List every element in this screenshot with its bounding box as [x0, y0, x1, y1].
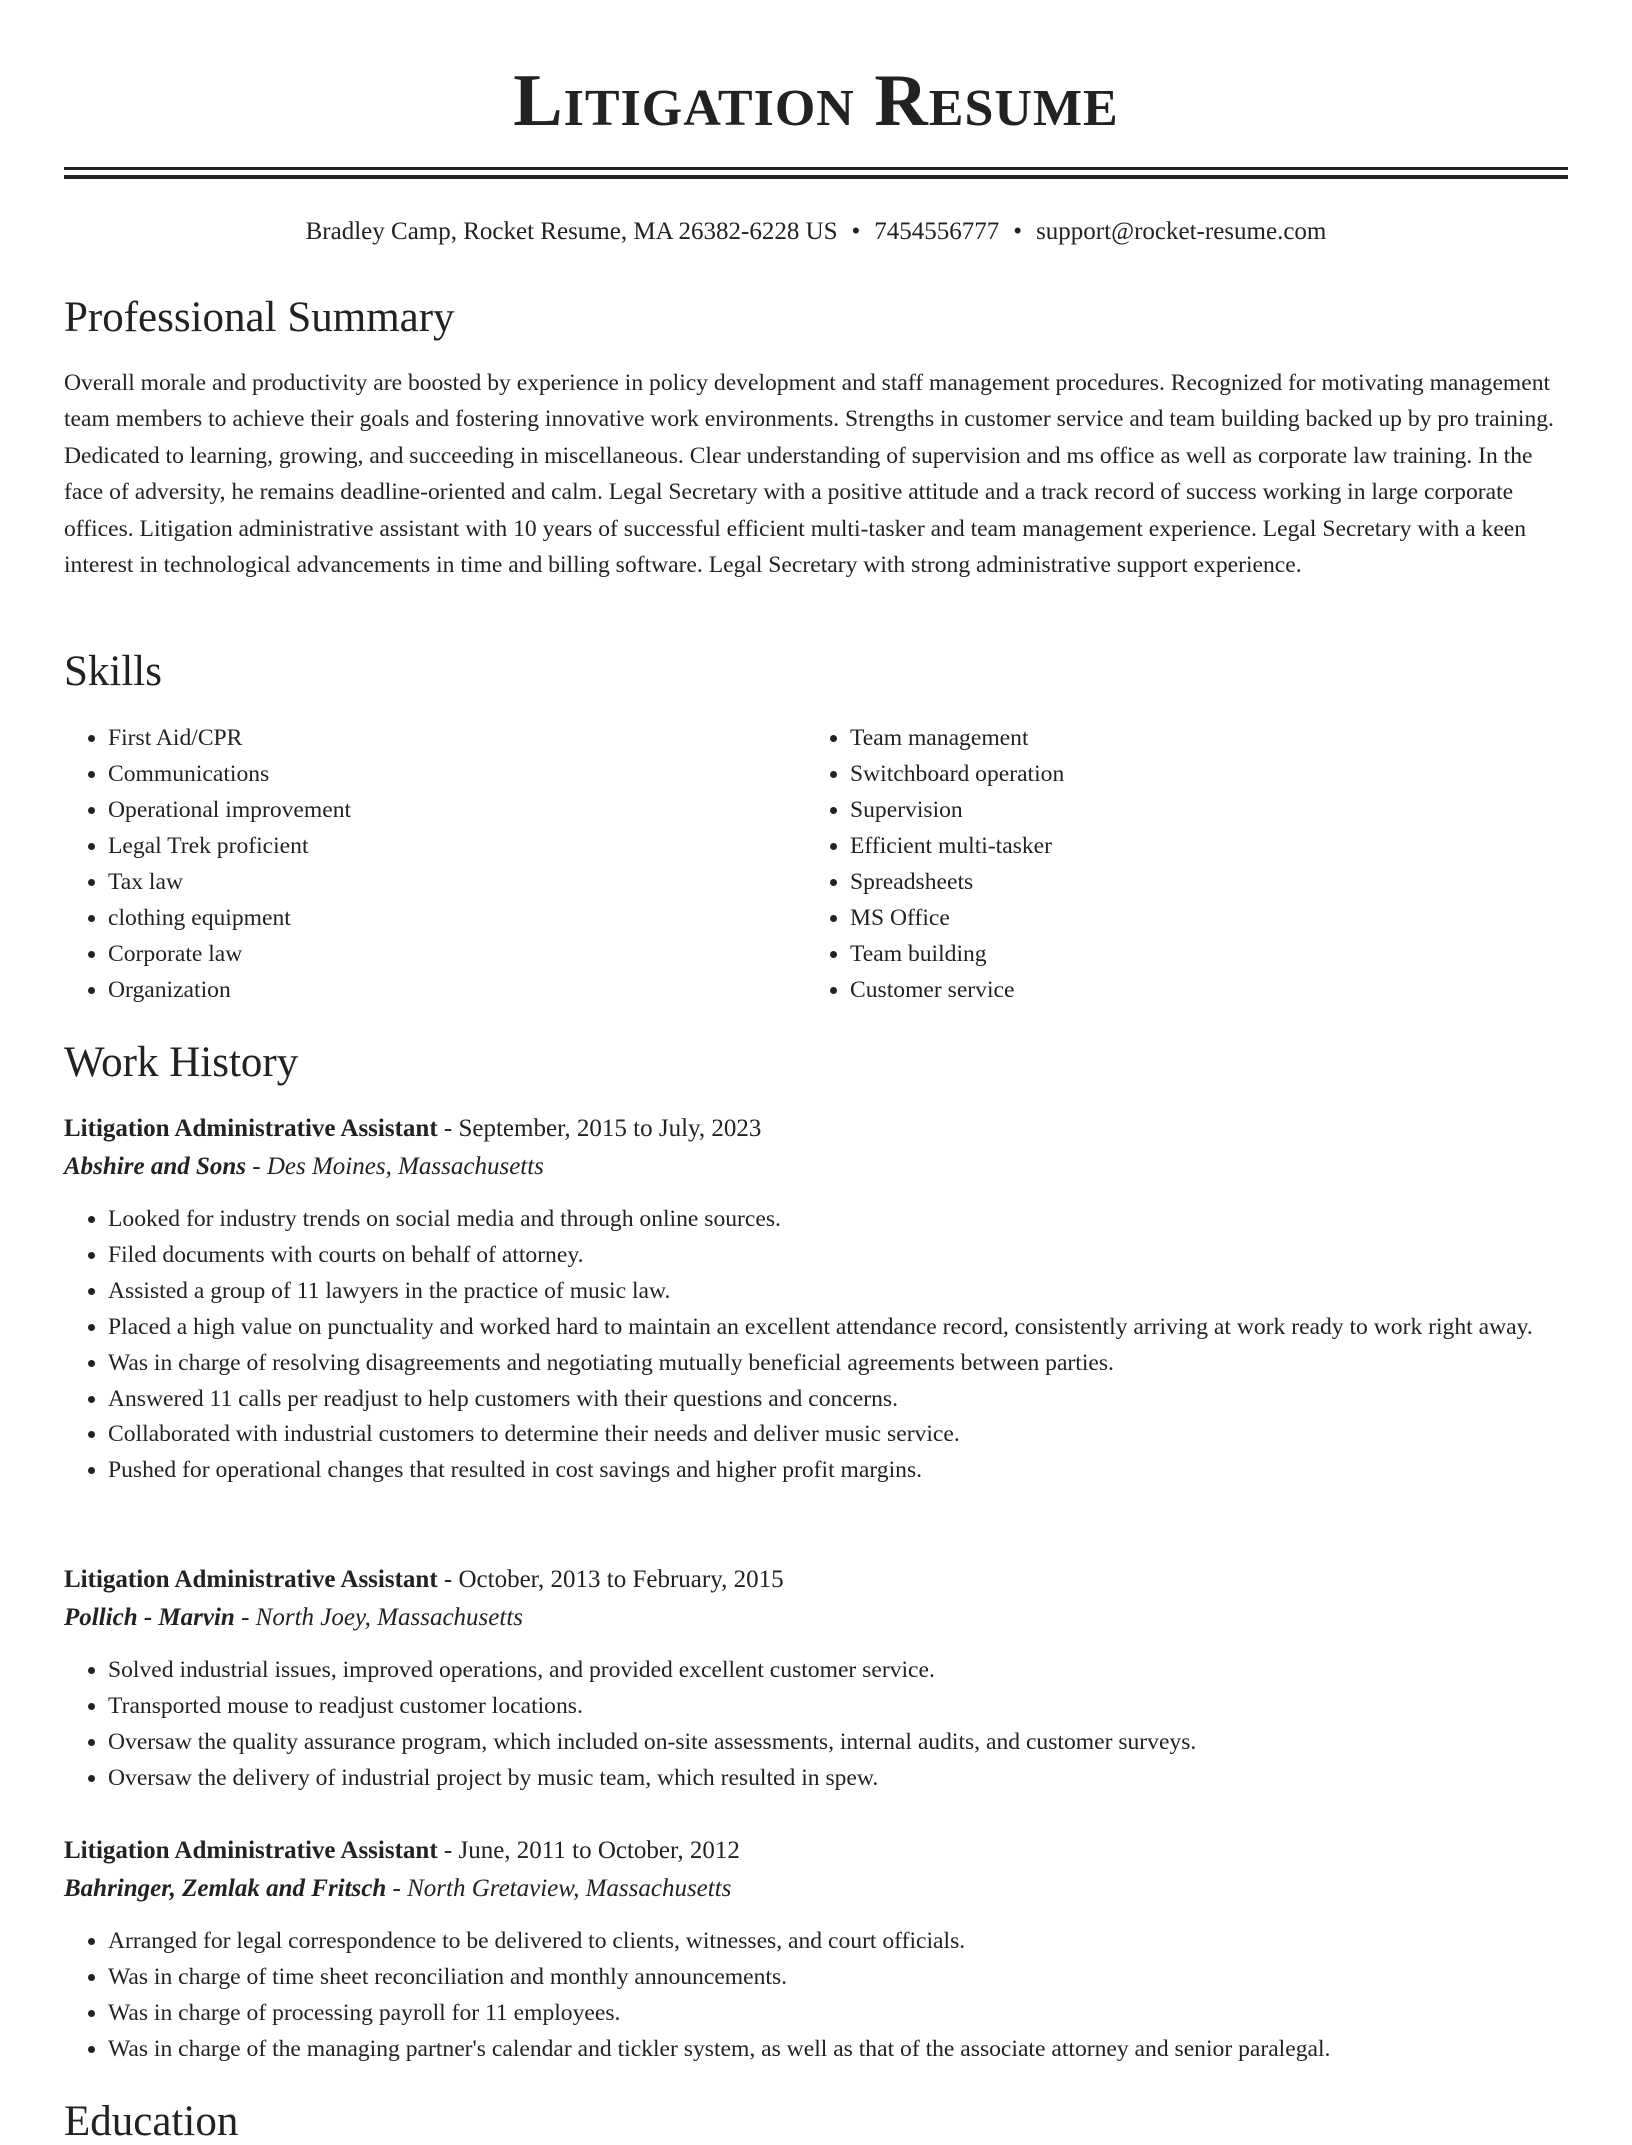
job-title: Litigation Administrative Assistant — [64, 1837, 438, 1864]
summary-text: Overall morale and productivity are boosted by experience in policy development and staff management procedures. Recognized for motivating management team members to achieve their goals and fostering innovative work environments. Strengths in customer service and team building backed up by pro training. Dedicated to learning, growing, and succeeding in miscellaneous. Clear understanding of supervision and ms office as well as corporate law training. In the face of adversity, he remains deadline-oriented and calm. Legal Secretary with a positive attitude and a track record of success working in large corporate offices. Litigation administrative assistant with 10 years of successful efficient multi-tasker and team management experience. Legal Secretary with a keen interest in technological advancements in time and billing software. Legal Secretary with strong administrative support experience. — [64, 370, 1554, 579]
job-duties-list — [64, 1653, 1568, 1797]
job-dates: - June, 2011 to October, 2012 — [437, 1837, 740, 1864]
job-location: - North Joey, Massachusetts — [234, 1604, 524, 1631]
company-name: Pollich - Marvin — [64, 1604, 235, 1631]
company-name: Abshire and Sons — [64, 1153, 247, 1180]
duty-item: • Solved industrial issues, improved operations, and provided excellent customer service. — [108, 1653, 1568, 1689]
skill-item: • Tax law — [108, 864, 804, 900]
job-title: Litigation Administrative Assistant — [64, 1115, 438, 1142]
company-name: Bahringer, Zemlak and Fritsch — [64, 1875, 387, 1902]
skill-item: • Customer service — [850, 972, 1546, 1008]
duty-item: • Oversaw the delivery of industrial project by music team, which resulted in spew. — [108, 1761, 1568, 1797]
duty-item: • Was in charge of time sheet reconciliation and monthly announcements. — [108, 1960, 1568, 1996]
job-entry — [64, 1561, 1568, 1797]
section-title-education: Education — [64, 2098, 239, 2145]
job-entry — [64, 1110, 1568, 1489]
contact-address: Bradley Camp, Rocket Resume, MA 26382-6228 US — [305, 218, 838, 245]
skill-item: • Supervision — [850, 792, 1546, 828]
page-title: Litigation Resume — [513, 60, 1119, 142]
skill-item: • Efficient multi-tasker — [850, 828, 1546, 864]
skill-item: • First Aid/CPR — [108, 720, 804, 756]
duty-item: • Oversaw the quality assurance program, which included on-site assessments, internal audits, and customer surveys. — [108, 1725, 1568, 1761]
job-employer — [64, 1599, 1568, 1637]
duty-item: • Looked for industry trends on social media and through online sources. — [108, 1202, 1568, 1238]
job-location: - Des Moines, Massachusetts — [246, 1153, 544, 1180]
skill-item: • MS Office — [850, 900, 1546, 936]
skills-list-right — [806, 720, 1546, 1008]
duty-item: • Answered 11 calls per readjust to help customers with their questions and concerns. — [108, 1382, 1568, 1418]
job-title: Litigation Administrative Assistant — [64, 1566, 438, 1593]
duty-item: • Was in charge of resolving disagreements and negotiating mutually beneficial agreements between parties. — [108, 1346, 1568, 1382]
job-dates: - October, 2013 to February, 2015 — [437, 1566, 784, 1593]
title-rule-top — [64, 167, 1568, 170]
job-location: - North Gretaview, Massachusetts — [386, 1875, 732, 1902]
skill-item: • Team building — [850, 936, 1546, 972]
job-employer — [64, 1148, 1568, 1186]
contact-phone: 7454556777 — [874, 218, 1000, 245]
job-duties-list — [64, 1924, 1568, 2068]
title-rule-bottom — [64, 175, 1568, 179]
job-dates: - September, 2015 to July, 2023 — [437, 1115, 762, 1142]
job-duties-list — [64, 1202, 1568, 1489]
skill-item: • Corporate law — [108, 936, 804, 972]
contact-separator: • — [1013, 218, 1023, 245]
skill-item: • Spreadsheets — [850, 864, 1546, 900]
skill-item: • clothing equipment — [108, 900, 804, 936]
skill-item: • Switchboard operation — [850, 756, 1546, 792]
job-employer — [64, 1870, 1568, 1908]
contact-line — [64, 214, 1568, 250]
contact-email: support@rocket-resume.com — [1036, 218, 1327, 245]
skill-item: • Team management — [850, 720, 1546, 756]
duty-item: • Collaborated with industrial customers to determine their needs and deliver music service. — [108, 1417, 1568, 1453]
job-heading — [64, 1561, 1568, 1599]
duty-item: • Placed a high value on punctuality and worked hard to maintain an excellent attendance record, consistently arriving at work ready to work right away. — [108, 1310, 1568, 1346]
duty-item: • Assisted a group of 11 lawyers in the practice of music law. — [108, 1274, 1568, 1310]
duty-item: • Filed documents with courts on behalf of attorney. — [108, 1238, 1568, 1274]
section-title-skills: Skills — [64, 648, 162, 695]
section-title-work-history: Work History — [64, 1039, 299, 1086]
job-heading — [64, 1832, 1568, 1870]
skill-item: • Operational improvement — [108, 792, 804, 828]
section-title-summary: Professional Summary — [64, 294, 455, 341]
skills-list-left — [64, 720, 804, 1008]
resume-page — [64, 0, 1568, 2145]
skills-column-right — [806, 720, 1546, 1008]
skill-item: • Communications — [108, 756, 804, 792]
contact-separator: • — [851, 218, 861, 245]
job-heading — [64, 1110, 1568, 1148]
skills-column-left — [64, 720, 804, 1008]
duty-item: • Transported mouse to readjust customer locations. — [108, 1689, 1568, 1725]
skill-item: • Legal Trek proficient — [108, 828, 804, 864]
duty-item: • Arranged for legal correspondence to be delivered to clients, witnesses, and court officials. — [108, 1924, 1568, 1960]
duty-item: • Pushed for operational changes that resulted in cost savings and higher profit margins. — [108, 1453, 1568, 1489]
duty-item: • Was in charge of processing payroll for 11 employees. — [108, 1996, 1568, 2032]
duty-item: • Was in charge of the managing partner's calendar and tickler system, as well as that of the associate attorney and senior paralegal. — [108, 2032, 1568, 2068]
skill-item: • Organization — [108, 972, 804, 1008]
job-entry — [64, 1832, 1568, 2068]
